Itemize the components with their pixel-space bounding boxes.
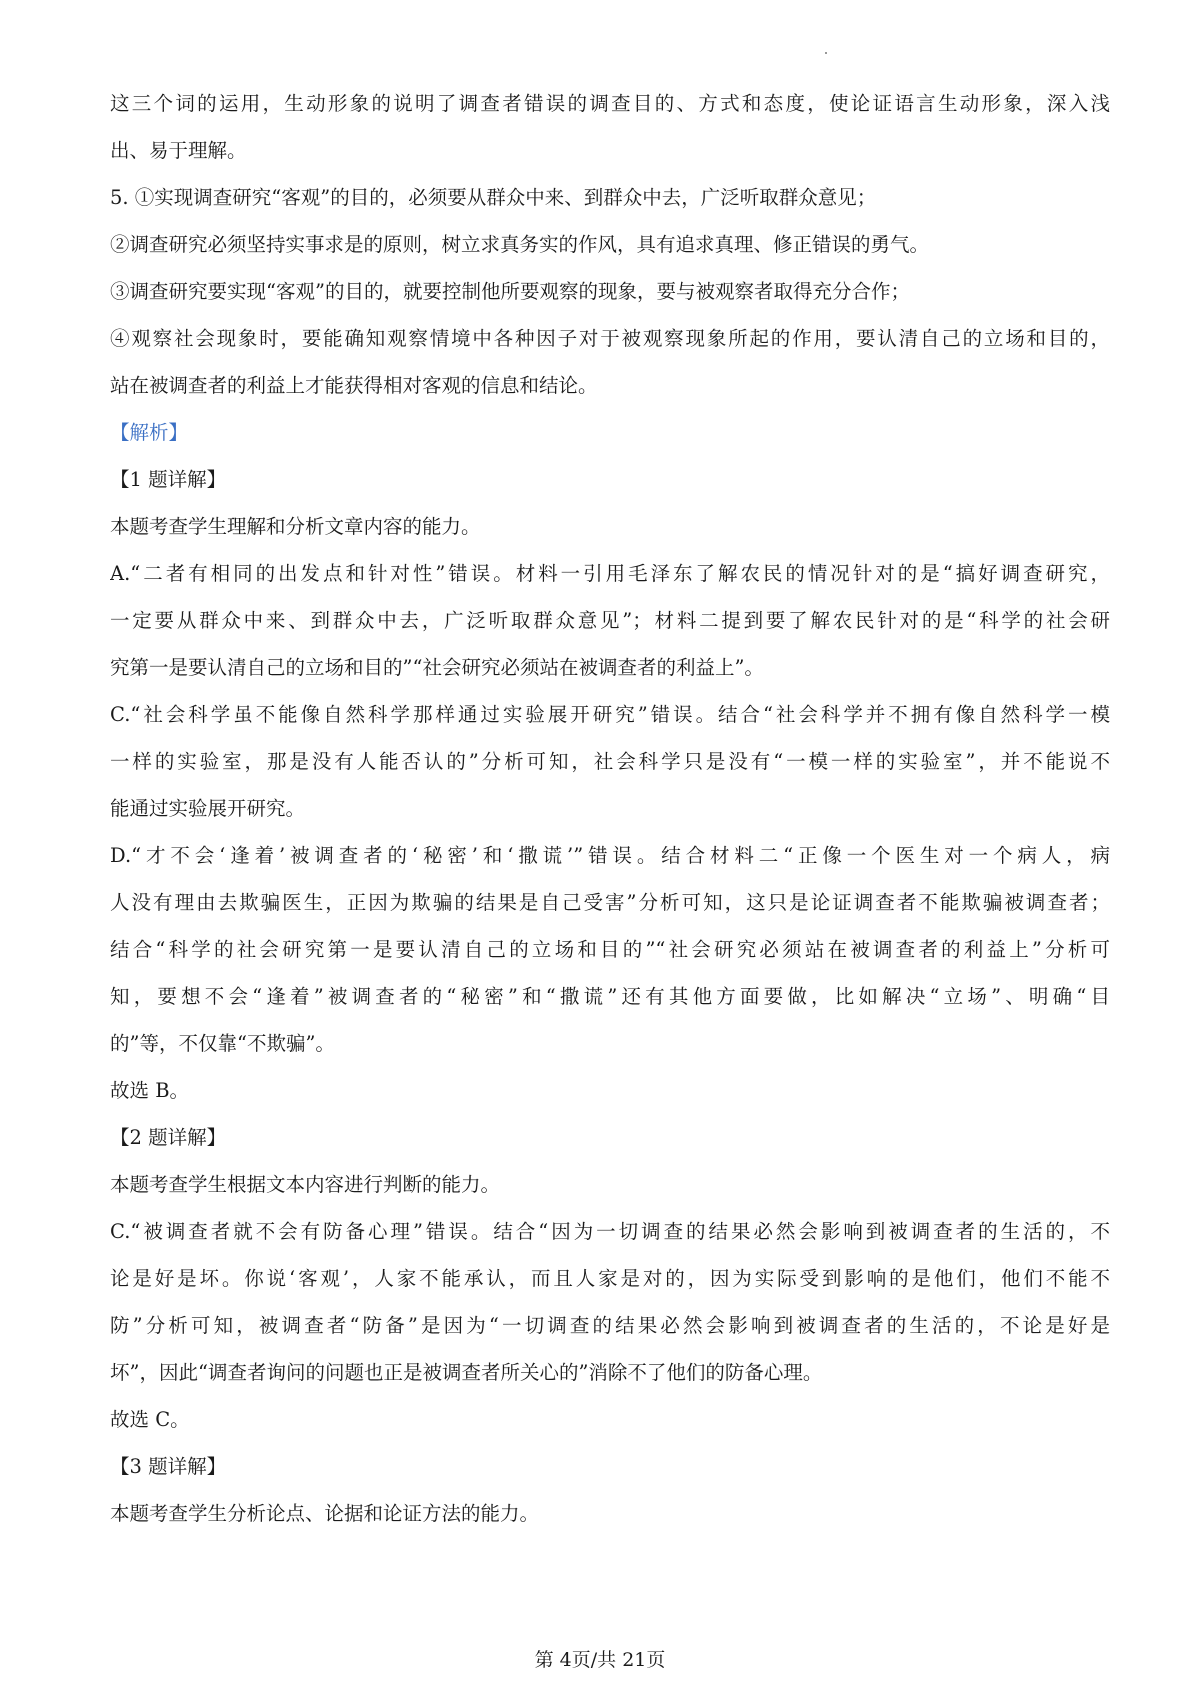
text-line: 故选 B。: [110, 1079, 190, 1102]
text-line: 结合“科学的社会研究第一是要认清自己的立场和目的”“社会研究必须站在被调查者的利益上”分析可: [110, 938, 1110, 961]
text-line: 【3 题详解】: [110, 1455, 227, 1478]
text-line: 究第一是要认清自己的立场和目的”“社会研究必须站在被调查者的利益上”。: [110, 656, 764, 679]
text-line: C.“被调查者就不会有防备心理”错误。结合“因为一切调查的结果必然会影响到被调查者的生活的，不: [110, 1220, 1110, 1243]
text-line: ②调查研究必须坚持实事求是的原则，树立求真务实的作风，具有追求真理、修正错误的勇气。: [110, 233, 930, 256]
text-line: 的”等，不仅靠“不欺骗”。: [110, 1032, 335, 1055]
text-line: 能通过实验展开研究。: [110, 797, 306, 820]
text-line: ③调查研究要实现“客观”的目的，就要控制他所要观察的现象，要与被观察者取得充分合作；: [110, 280, 910, 303]
text-line: 故选 C。: [110, 1408, 190, 1431]
scan-dot: [825, 52, 827, 54]
text-line: 一定要从群众中来、到群众中去，广泛听取群众意见”；材料二提到要了解农民针对的是“科学的社会研: [110, 609, 1110, 632]
text-line: 防”分析可知，被调查者“防备”是因为“一切调查的结果必然会影响到被调查者的生活的，不论是好是: [110, 1314, 1110, 1337]
text-line: 【1 题详解】: [110, 468, 227, 491]
text-line: 坏”，因此“调查者询问的问题也正是被调查者所关心的”消除不了他们的防备心理。: [110, 1361, 823, 1384]
text-line: 5. ①实现调查研究“客观”的目的，必须要从群众中来、到群众中去，广泛听取群众意见；: [110, 186, 877, 209]
text-line: A.“二者有相同的出发点和针对性”错误。材料一引用毛泽东了解农民的情况针对的是“搞好调查研究，: [110, 562, 1110, 585]
document-body: [110, 92, 1110, 1549]
text-line: 本题考查学生理解和分析文章内容的能力。: [110, 515, 481, 538]
text-line: 论是好是坏。你说‘客观’，人家不能承认，而且人家是对的，因为实际受到影响的是他们，他们不能不: [110, 1267, 1110, 1290]
text-line: 一样的实验室，那是没有人能否认的”分析可知，社会科学只是没有“一模一样的实验室”，并不能说不: [110, 750, 1110, 773]
text-line: 知，要想不会“逢着”被调查者的“秘密”和“撒谎”还有其他方面要做，比如解决“立场”、明确“目: [110, 985, 1110, 1008]
text-line: 出、易于理解。: [110, 139, 247, 162]
text-line: 本题考查学生分析论点、论据和论证方法的能力。: [110, 1502, 540, 1525]
text-line: 人没有理由去欺骗医生，正因为欺骗的结果是自己受害”分析可知，这只是论证调查者不能欺骗被调查者；: [110, 891, 1110, 914]
text-line: D.“才不会‘逢着’被调查者的‘秘密’和‘撒谎’”错误。结合材料二“正像一个医生对一个病人，病: [110, 844, 1110, 867]
text-line: 站在被调查者的利益上才能获得相对客观的信息和结论。: [110, 374, 598, 397]
text-line: 这三个词的运用，生动形象的说明了调查者错误的调查目的、方式和态度，使论证语言生动形象，深入浅: [110, 92, 1110, 115]
text-line: 【2 题详解】: [110, 1126, 227, 1149]
text-line: ④观察社会现象时，要能确知观察情境中各种因子对于被观察现象所起的作用，要认清自己的立场和目的，: [110, 327, 1110, 350]
text-line: 本题考查学生根据文本内容进行判断的能力。: [110, 1173, 501, 1196]
page-footer: 第 4页/共 21页: [534, 1649, 666, 1671]
text-line: C.“社会科学虽不能像自然科学那样通过实验展开研究”错误。结合“社会科学并不拥有像自然科学一模: [110, 703, 1110, 726]
section-heading-analysis: 【解析】: [110, 421, 189, 444]
